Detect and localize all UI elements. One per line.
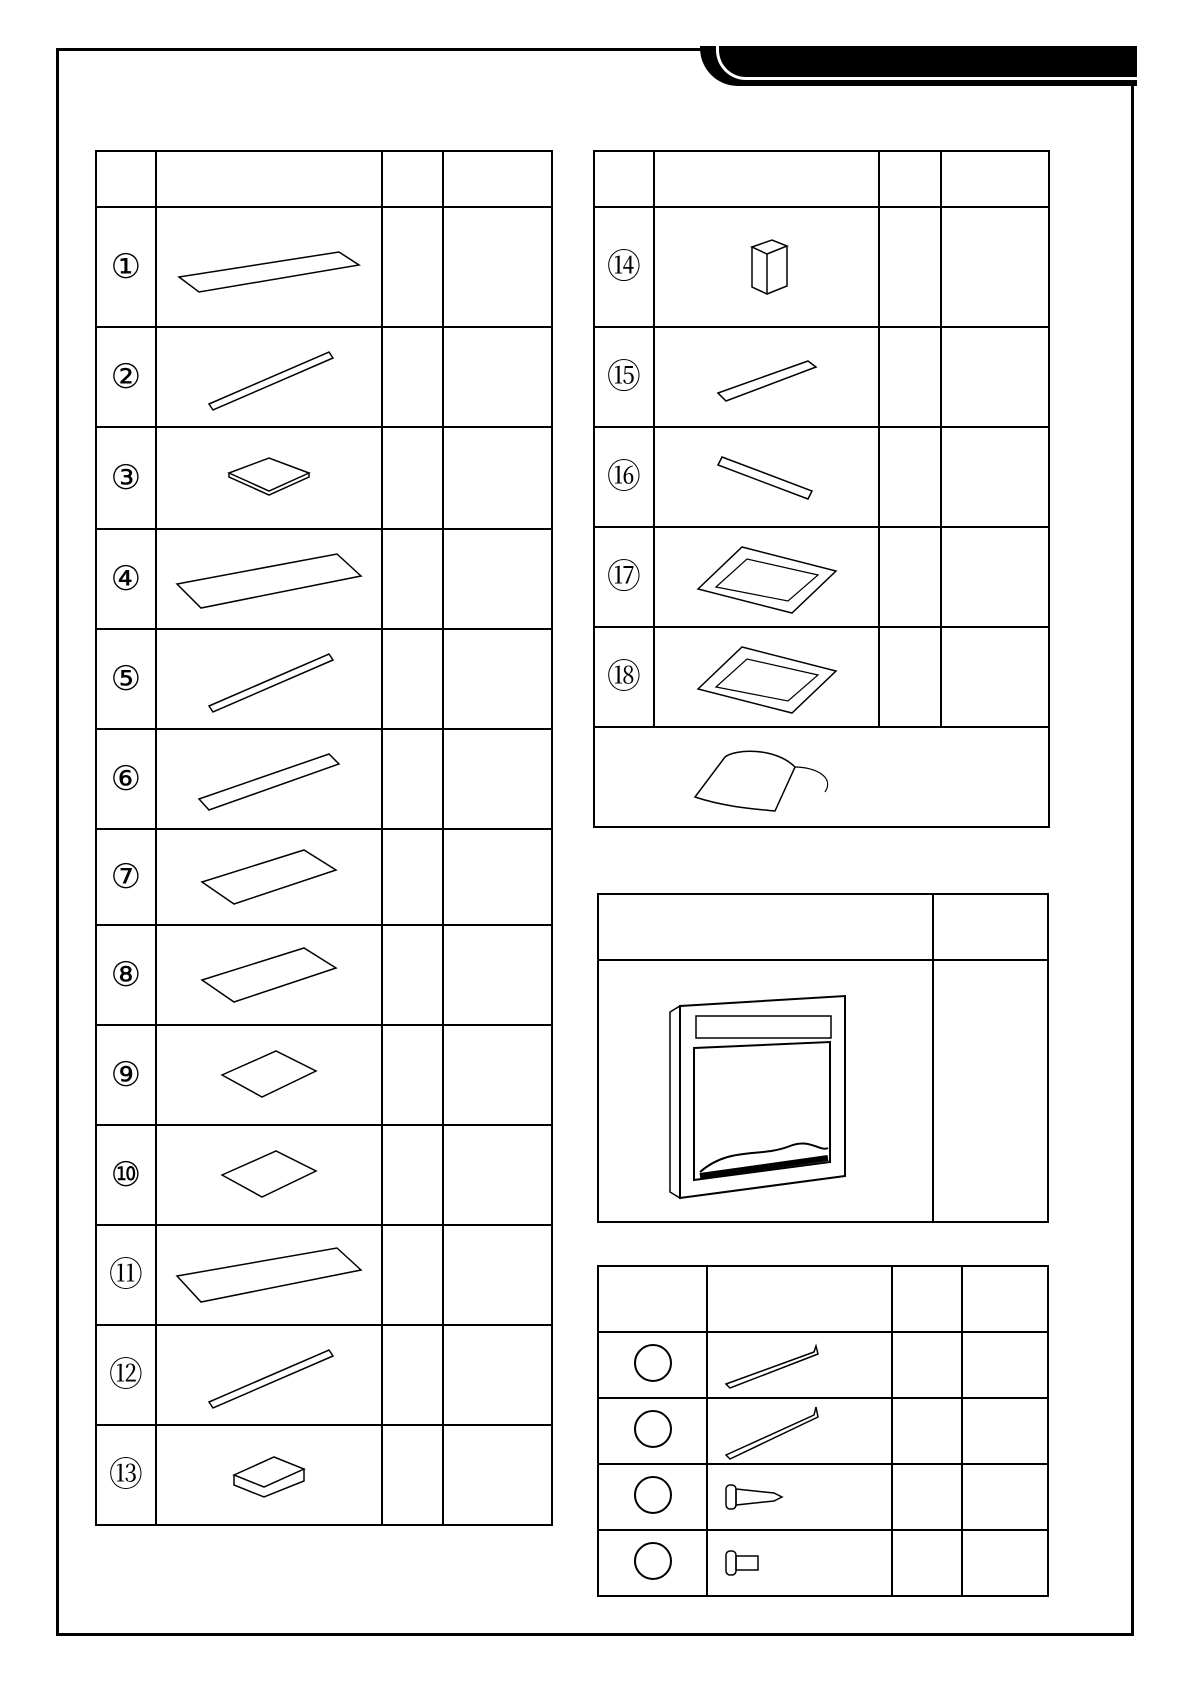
hardware-table: [597, 1265, 1049, 1597]
bracket-icon: [707, 1398, 892, 1464]
part-number: ⑫: [96, 1325, 156, 1425]
block-icon: [156, 1425, 382, 1525]
electric-fireplace-insert-icon: [598, 960, 933, 1222]
short-rail-icon: [654, 327, 879, 427]
foot-block-icon: [654, 207, 879, 327]
rail-icon: [156, 327, 382, 427]
frame-icon: [654, 627, 879, 727]
right-header-desc: [941, 151, 1049, 207]
rail-icon: [156, 629, 382, 729]
thin-sheet-icon: [156, 729, 382, 829]
right-header-qty: [879, 151, 941, 207]
rail-icon: [156, 1325, 382, 1425]
short-rail-icon: [654, 427, 879, 527]
left-header-no: [96, 151, 156, 207]
part-number: ⑬: [96, 1425, 156, 1525]
left-header-qty: [382, 151, 443, 207]
part-number: ⑮: [594, 327, 654, 427]
left-parts-table: [95, 150, 553, 1526]
glove-bag-icon: [594, 727, 1049, 827]
drilled-panel-icon: [156, 925, 382, 1025]
part-number: ⑦: [96, 829, 156, 925]
drilled-panel-icon: [156, 829, 382, 925]
hw-header-desc: [962, 1266, 1048, 1332]
bracket-icon: [707, 1332, 892, 1398]
part-number: ①: [96, 207, 156, 327]
part-number: ③: [96, 427, 156, 529]
small-square-panel-icon: [156, 427, 382, 529]
shelf-panel-icon: [156, 1125, 382, 1225]
panel-large-icon: [156, 1225, 382, 1325]
section-tab-title: [716, 46, 1137, 80]
frame-icon: [654, 527, 879, 627]
right-parts-table: [593, 150, 1050, 828]
part-number: ④: [96, 529, 156, 629]
hardware-id-circle: [634, 1476, 672, 1514]
insert-header-left: [598, 894, 933, 960]
hardware-id-circle: [634, 1344, 672, 1382]
left-header-part: [156, 151, 382, 207]
right-header-part: [654, 151, 879, 207]
part-number: ⑭: [594, 207, 654, 327]
part-number: ⑯: [594, 427, 654, 527]
hardware-id-circle: [634, 1542, 672, 1580]
part-number: ②: [96, 327, 156, 427]
hw-header-qty: [892, 1266, 961, 1332]
long-screw-icon: [707, 1464, 892, 1530]
hardware-id-circle: [634, 1410, 672, 1448]
hw-header-part: [707, 1266, 892, 1332]
part-number: ⑰: [594, 527, 654, 627]
shelf-panel-icon: [156, 1025, 382, 1125]
panel-large-icon: [156, 529, 382, 629]
part-number: ⑥: [96, 729, 156, 829]
right-header-no: [594, 151, 654, 207]
insert-header-right: [933, 894, 1048, 960]
short-screw-icon: [707, 1530, 892, 1596]
part-number: ⑩: [96, 1125, 156, 1225]
part-number: ⑨: [96, 1025, 156, 1125]
left-header-desc: [443, 151, 552, 207]
fireplace-insert-table: [597, 893, 1049, 1223]
part-number: ⑪: [96, 1225, 156, 1325]
hw-header-id: [598, 1266, 707, 1332]
part-number: ⑧: [96, 925, 156, 1025]
part-number: ⑱: [594, 627, 654, 727]
part-number: ⑤: [96, 629, 156, 729]
panel-large-icon: [156, 207, 382, 327]
